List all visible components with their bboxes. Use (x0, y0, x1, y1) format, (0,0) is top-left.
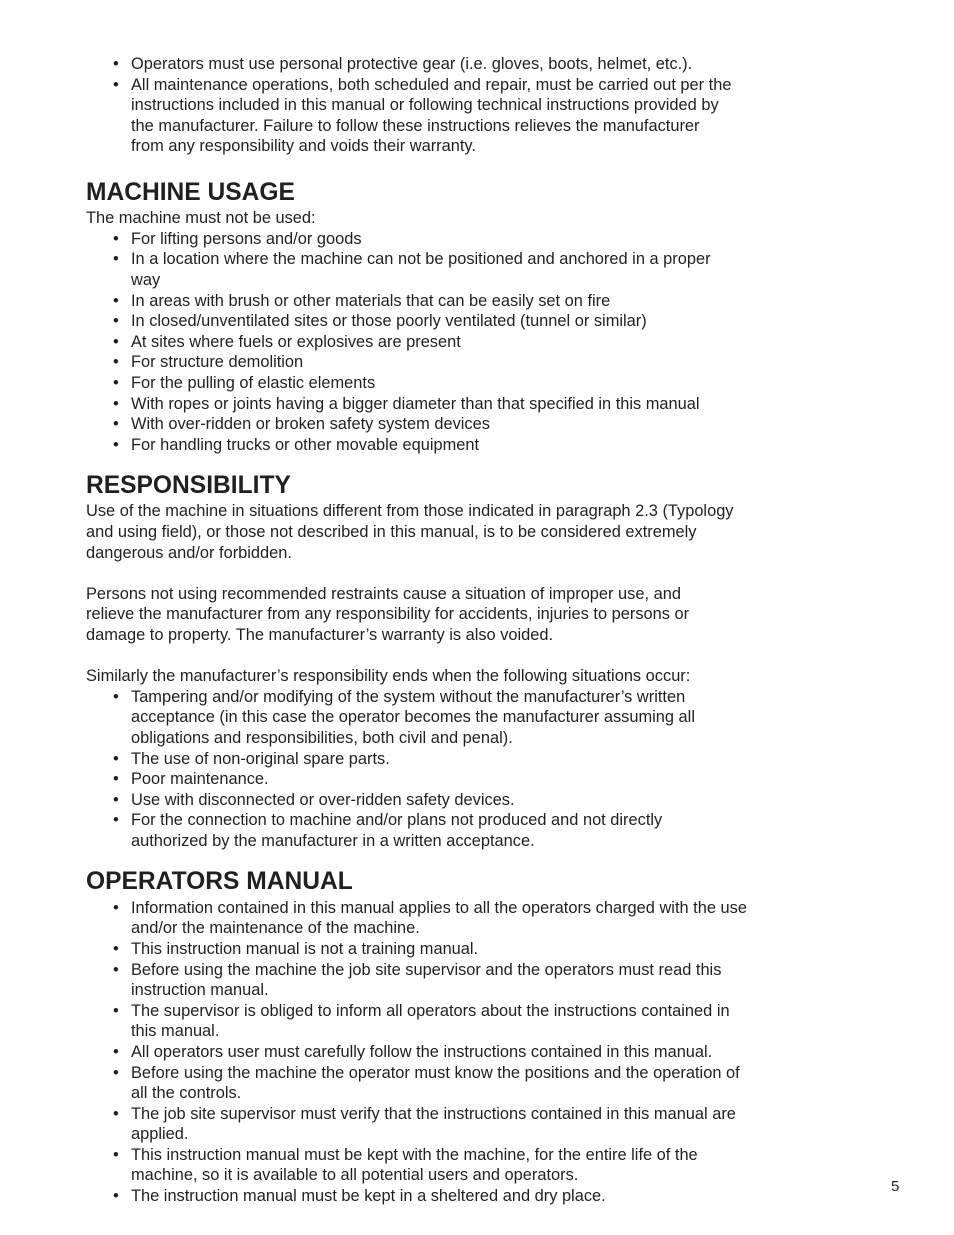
bullet-icon: • (113, 229, 119, 248)
bullet-icon: • (113, 312, 119, 331)
list-item: • With over-ridden or broken safety system devices (113, 415, 490, 434)
bullet-icon: • (113, 373, 119, 392)
list-item: • The instruction manual must be kept in a sheltered and dry place. (113, 1187, 606, 1206)
bullet-icon: • (113, 55, 119, 73)
list-item: • At sites where fuels or explosives are present (113, 332, 461, 351)
bullet-icon: • (113, 332, 119, 351)
list-item: • For the connection to machine and/or plans not produced and not directly authorized by the manufacturer in a written acceptance. (113, 811, 663, 850)
responsibility-paragraph-3: Similarly the manufacturer’s responsibility ends when the following situations occur: (86, 667, 691, 686)
page-content (86, 54, 766, 1207)
list-item: • Information contained in this manual applies to all the operators charged with the use and/or the maintenance of the machine. (113, 898, 747, 938)
page-number: 5 (891, 1178, 900, 1195)
intro-bullet-list (86, 54, 736, 157)
bullet-icon: • (113, 749, 119, 768)
section-heading-operators-manual: OPERATORS MANUAL (86, 868, 353, 896)
list-item: • Tampering and/or modifying of the system without the manufacturer’s written acceptance (in this case the operator becomes the manufacturer assuming all obligations and responsibilities, both civil and penal). (113, 687, 695, 747)
bullet-icon: • (113, 1187, 119, 1206)
bullet-icon: • (113, 1042, 119, 1061)
bullet-icon: • (113, 250, 119, 269)
bullet-icon: • (113, 75, 119, 94)
bullet-icon: • (113, 435, 119, 454)
bullet-icon: • (113, 1001, 119, 1020)
bullet-icon: • (113, 939, 119, 958)
bullet-icon: • (113, 1145, 119, 1164)
list-item: • With ropes or joints having a bigger diameter than that specified in this manual (113, 394, 700, 413)
bullet-icon: • (113, 811, 119, 830)
list-item: • In a location where the machine can not be positioned and anchored in a proper way (113, 250, 711, 289)
bullet-icon: • (113, 353, 119, 372)
list-item: • Before using the machine the operator must know the positions and the operation of all the controls. (113, 1063, 740, 1103)
list-item: • Poor maintenance. (113, 770, 269, 789)
list-item: • For handling trucks or other movable equipment (113, 435, 480, 454)
list-item: • All maintenance operations, both scheduled and repair, must be carried out per the instructions included in this manual or following technical instructions provided by the manufacturer. Failure to follow these instructions relieves the manufacturer from any responsibility and voids their warranty. (113, 75, 732, 156)
list-item: • In closed/unventilated sites or those poorly ventilated (tunnel or similar) (113, 312, 647, 331)
responsibility-paragraph-1: Use of the machine in situations different from those indicated in paragraph 2.3 (Typology and using field), or those not described in this manual, is to be considered extremely dangerous and/or forbidden. (86, 502, 734, 562)
list-item: • For lifting persons and/or goods (113, 229, 362, 248)
bullet-icon: • (113, 1063, 119, 1082)
list-item: • The supervisor is obliged to inform all operators about the instructions contained in this manual. (113, 1001, 730, 1041)
list-item: • This instruction manual is not a training manual. (113, 939, 479, 958)
list-item: • For structure demolition (113, 353, 304, 372)
machine-usage-bullet-list (86, 229, 741, 456)
list-item: • Use with disconnected or over-ridden safety devices. (113, 790, 515, 809)
list-item: • Before using the machine the job site supervisor and the operators must read this instruction manual. (113, 960, 722, 1000)
bullet-icon: • (113, 960, 119, 979)
responsibility-paragraph-2: Persons not using recommended restraints cause a situation of improper use, and relieve the manufacturer from any responsibility for accidents, injuries to persons or damage to property. The manufacturer’s warranty is also voided. (86, 584, 690, 645)
bullet-icon: • (113, 687, 119, 706)
operators-manual-bullet-list (86, 898, 751, 1207)
list-item: • All operators user must carefully follow the instructions contained in this manual. (113, 1042, 713, 1061)
machine-usage-intro: The machine must not be used: (86, 209, 316, 228)
bullet-icon: • (113, 394, 119, 413)
responsibility-bullet-list (86, 687, 731, 852)
list-item: • For the pulling of elastic elements (113, 373, 376, 392)
list-item: • The job site supervisor must verify that the instructions contained in this manual are applied. (113, 1104, 736, 1144)
bullet-icon: • (113, 770, 119, 789)
bullet-icon: • (113, 898, 119, 917)
bullet-icon: • (113, 790, 119, 809)
list-item: • The use of non-original spare parts. (113, 749, 390, 768)
list-item: • This instruction manual must be kept with the machine, for the entire life of the machine, so it is available to all potential users and operators. (113, 1145, 698, 1185)
list-item: • In areas with brush or other materials that can be easily set on fire (113, 291, 611, 310)
section-heading-responsibility: RESPONSIBILITY (86, 471, 291, 499)
bullet-icon: • (113, 415, 119, 434)
list-item: • Operators must use personal protective gear (i.e. gloves, boots, helmet, etc.). (113, 55, 693, 73)
section-heading-machine-usage: MACHINE USAGE (86, 178, 295, 206)
bullet-icon: • (113, 291, 119, 310)
bullet-icon: • (113, 1104, 119, 1123)
